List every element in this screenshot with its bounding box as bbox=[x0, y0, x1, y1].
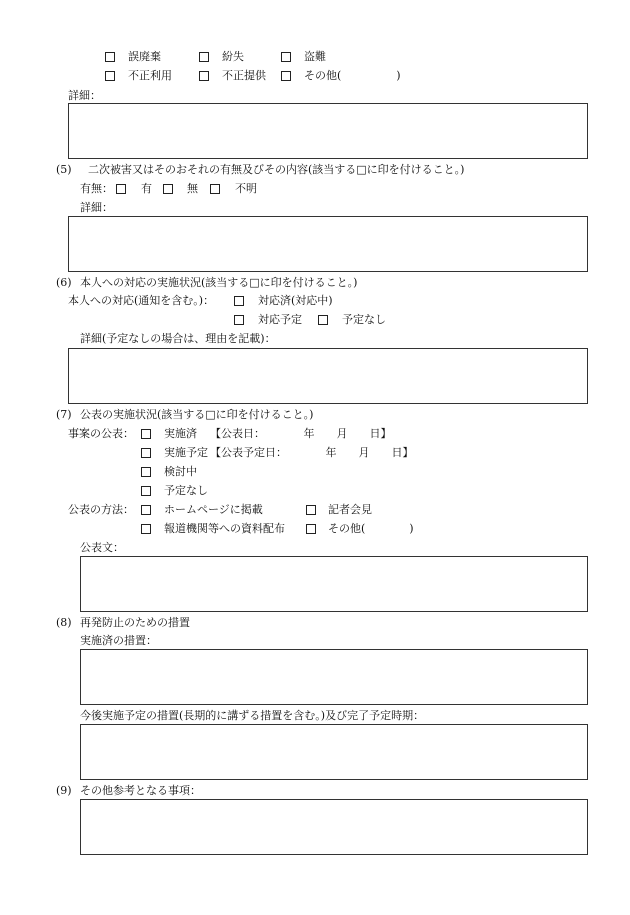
s8-title: 再発防止のための措置 bbox=[80, 616, 190, 629]
s7-text-label: 公表文： bbox=[80, 541, 124, 554]
s6-detail-box[interactable] bbox=[68, 348, 588, 404]
s5-detail-box[interactable] bbox=[68, 216, 588, 272]
checkbox-s7-considering[interactable] bbox=[141, 467, 151, 477]
checkbox-s7-homepage[interactable] bbox=[141, 505, 151, 515]
s7-method-label: 公表の方法： bbox=[68, 503, 134, 516]
checkbox-s5-unknown[interactable] bbox=[210, 184, 220, 194]
option-s7-homepage-label: ホームページに掲載 bbox=[164, 503, 263, 516]
option-s7-press-label: 記者会見 bbox=[328, 503, 372, 516]
checkbox-s7-none[interactable] bbox=[141, 486, 151, 496]
checkbox-s7-other[interactable] bbox=[306, 524, 316, 534]
option-s7-done-label: 実施済 bbox=[164, 427, 197, 440]
checkbox-funshitsu[interactable] bbox=[199, 52, 209, 62]
s9-number: (9) bbox=[56, 784, 72, 797]
s5-detail-label: 詳細： bbox=[80, 201, 113, 214]
s7-date-planned: 【公表予定日： 年 月 日】 bbox=[210, 446, 414, 459]
option-s4-other-label: その他( ) bbox=[304, 69, 401, 82]
checkbox-fusei-riyo[interactable] bbox=[105, 71, 115, 81]
checkbox-tonan[interactable] bbox=[281, 52, 291, 62]
checkbox-s6-in-progress[interactable] bbox=[234, 296, 244, 306]
option-s7-media-label: 報道機関等への資料配布 bbox=[164, 522, 285, 535]
s8-future-box[interactable] bbox=[80, 724, 588, 780]
option-s7-planned-label: 実施予定 bbox=[164, 446, 208, 459]
checkbox-s7-done[interactable] bbox=[141, 429, 151, 439]
option-s5-no-label: 無 bbox=[187, 182, 198, 195]
option-s6-planned-label: 対応予定 bbox=[258, 313, 302, 326]
option-s6-none-label: 予定なし bbox=[342, 313, 386, 326]
s6-number: (6) bbox=[56, 276, 72, 289]
s5-umu-label: 有無： bbox=[80, 182, 113, 195]
s7-number: (7) bbox=[56, 408, 72, 421]
s5-title: 二次被害又はそのおそれの有無及びその内容(該当する□に印を付けること。) bbox=[88, 163, 465, 176]
s9-title: その他参考となる事項： bbox=[80, 784, 201, 797]
s4-detail-box[interactable] bbox=[68, 103, 588, 159]
checkbox-gohaiki[interactable] bbox=[105, 52, 115, 62]
checkbox-s5-no[interactable] bbox=[163, 184, 173, 194]
option-s5-yes-label: 有 bbox=[141, 182, 152, 195]
s8-number: (8) bbox=[56, 616, 72, 629]
s7-case-label: 事案の公表： bbox=[68, 427, 134, 440]
option-s6-in-progress-label: 対応済(対応中) bbox=[258, 294, 333, 307]
checkbox-s6-none[interactable] bbox=[318, 315, 328, 325]
s6-response-label: 本人への対応(通知を含む。)： bbox=[68, 294, 215, 307]
s8-done-label: 実施済の措置： bbox=[80, 634, 157, 647]
checkbox-s5-yes[interactable] bbox=[116, 184, 126, 194]
checkbox-s7-media[interactable] bbox=[141, 524, 151, 534]
checkbox-s7-planned[interactable] bbox=[141, 448, 151, 458]
s7-date-done: 【公表日： 年 月 日】 bbox=[210, 427, 392, 440]
checkbox-fusei-teikyo[interactable] bbox=[199, 71, 209, 81]
checkbox-s4-other[interactable] bbox=[281, 71, 291, 81]
s6-detail-label: 詳細(予定なしの場合は、理由を記載)： bbox=[80, 332, 276, 345]
option-fusei-riyo-label: 不正利用 bbox=[128, 69, 172, 82]
option-fusei-teikyo-label: 不正提供 bbox=[222, 69, 266, 82]
s4-detail-label: 詳細： bbox=[68, 89, 101, 102]
option-s7-none-label: 予定なし bbox=[164, 484, 208, 497]
option-gohaiki-label: 誤廃棄 bbox=[128, 50, 161, 63]
s5-number: (5) bbox=[56, 163, 72, 176]
checkbox-s7-press[interactable] bbox=[306, 505, 316, 515]
option-funshitsu-label: 紛失 bbox=[222, 50, 244, 63]
option-s7-considering-label: 検討中 bbox=[164, 465, 197, 478]
s9-box[interactable] bbox=[80, 799, 588, 855]
s8-future-label: 今後実施予定の措置(長期的に講ずる措置を含む。)及び完了予定時期： bbox=[80, 709, 425, 722]
s8-done-box[interactable] bbox=[80, 649, 588, 705]
checkbox-s6-planned[interactable] bbox=[234, 315, 244, 325]
s7-title: 公表の実施状況(該当する□に印を付けること。) bbox=[80, 408, 314, 421]
option-tonan-label: 盗難 bbox=[304, 50, 326, 63]
s6-title: 本人への対応の実施状況(該当する□に印を付けること。) bbox=[80, 276, 358, 289]
s7-text-box[interactable] bbox=[80, 556, 588, 612]
option-s7-other-label: その他( ) bbox=[328, 522, 414, 535]
option-s5-unknown-label: 不明 bbox=[235, 182, 257, 195]
